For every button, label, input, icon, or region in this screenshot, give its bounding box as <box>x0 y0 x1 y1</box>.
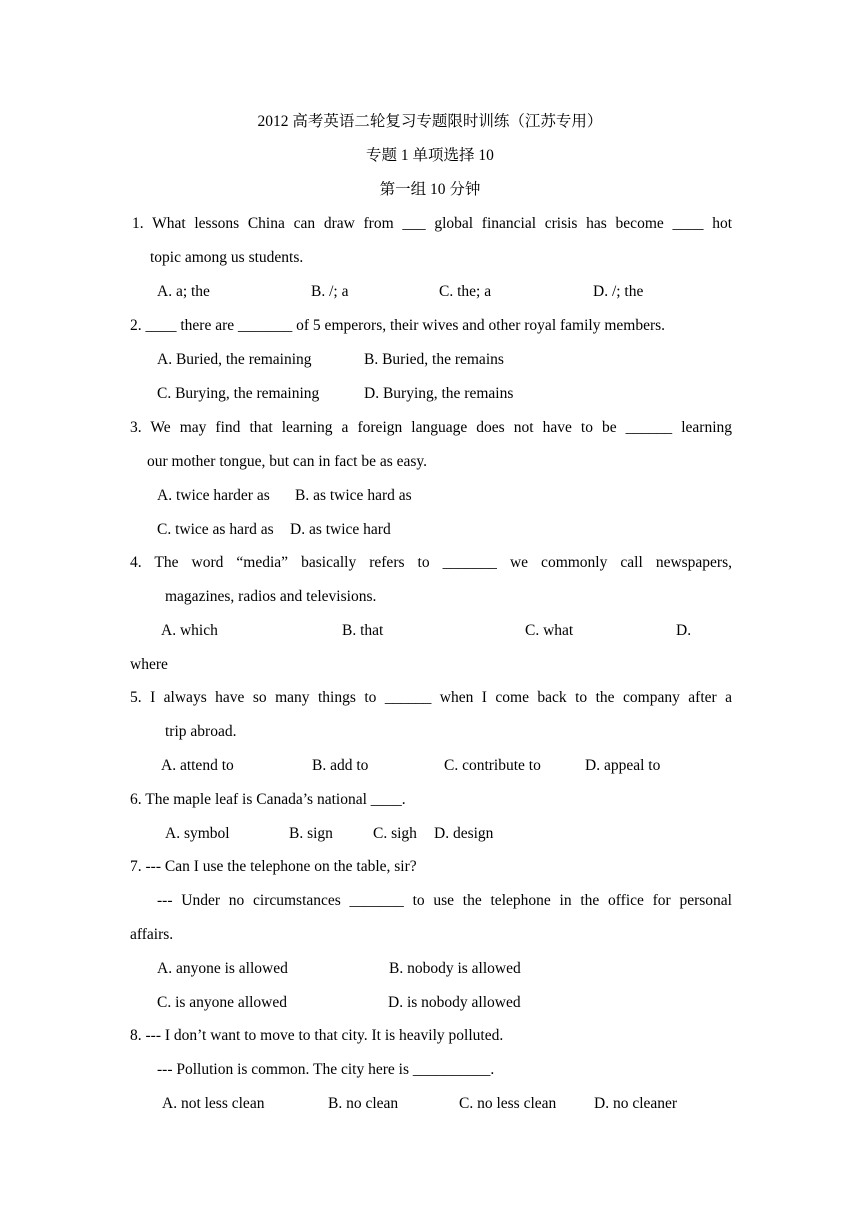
question-stem-continued: magazines, radios and televisions. <box>165 588 377 605</box>
document-title: 2012 高考英语二轮复习专题限时训练（江苏专用） <box>257 113 603 130</box>
question-stem: 6. The maple leaf is Canada’s national ____. <box>130 791 406 808</box>
option-d: D. as twice hard <box>290 521 391 538</box>
option-c: C. is anyone allowed <box>157 994 288 1011</box>
option-a: A. which <box>161 622 218 639</box>
option-b: B. Buried, the remains <box>364 351 504 368</box>
option-c: C. the; a <box>439 283 492 300</box>
option-b: B. as twice hard as <box>295 487 412 504</box>
option-b: B. that <box>342 622 384 639</box>
question-stem: 8. --- I don’t want to move to that city. It is heavily polluted. <box>130 1027 504 1044</box>
option-d: D. /; the <box>593 283 644 300</box>
option-c: C. no less clean <box>459 1095 557 1112</box>
question-stem: 1. What lessons China can draw from ___ global financial crisis has become ____ hot <box>132 215 732 232</box>
option-d: D. design <box>434 825 494 842</box>
option-a: A. symbol <box>165 825 230 842</box>
option-b: B. /; a <box>311 283 349 300</box>
question-stem: 5. I always have so many things to ______ when I come back to the company after a <box>130 689 732 706</box>
option-b: B. no clean <box>328 1095 399 1112</box>
question-stem: 3. We may find that learning a foreign language does not have to be ______ learning <box>130 419 732 436</box>
option-d: D. no cleaner <box>594 1095 678 1112</box>
option-c: C. twice as hard as <box>157 521 274 538</box>
question-stem-continued: --- Under no circumstances _______ to use the telephone in the office for personal <box>157 892 732 909</box>
question-stem-continued: our mother tongue, but can in fact be as easy. <box>147 453 428 470</box>
option-c: C. Burying, the remaining <box>157 385 320 402</box>
section-subtitle: 专题 1 单项选择 10 <box>366 147 494 164</box>
option-a: A. twice harder as <box>157 487 270 504</box>
group-heading: 第一组 10 分钟 <box>379 181 481 198</box>
option-a: A. attend to <box>161 757 234 774</box>
option-a: A. not less clean <box>162 1095 265 1112</box>
question-stem-continued: trip abroad. <box>165 723 237 740</box>
question-stem: 4. The word “media” basically refers to _______ we commonly call newspapers, <box>130 554 732 571</box>
option-d: D. Burying, the remains <box>364 385 514 402</box>
option-c: C. what <box>525 622 574 639</box>
question-stem: 2. ____ there are _______ of 5 emperors, their wives and other royal family members. <box>130 317 666 334</box>
option-a: A. Buried, the remaining <box>157 351 312 368</box>
option-d: D. <box>676 622 692 639</box>
option-b: B. sign <box>289 825 333 842</box>
option-c: C. contribute to <box>444 757 541 774</box>
question-stem: 7. --- Can I use the telephone on the table, sir? <box>130 858 417 875</box>
question-stem-continued: topic among us students. <box>150 249 304 266</box>
option-d: D. appeal to <box>585 757 661 774</box>
option-d: D. is nobody allowed <box>388 994 521 1011</box>
option-d-wrap: where <box>130 656 168 673</box>
option-b: B. nobody is allowed <box>389 960 521 977</box>
option-c: C. sigh <box>373 825 417 842</box>
question-stem-continued: --- Pollution is common. The city here is __________. <box>157 1061 495 1078</box>
option-a: A. a; the <box>157 283 210 300</box>
option-b: B. add to <box>312 757 369 774</box>
question-stem-continued-2: affairs. <box>130 926 174 943</box>
option-a: A. anyone is allowed <box>157 960 288 977</box>
